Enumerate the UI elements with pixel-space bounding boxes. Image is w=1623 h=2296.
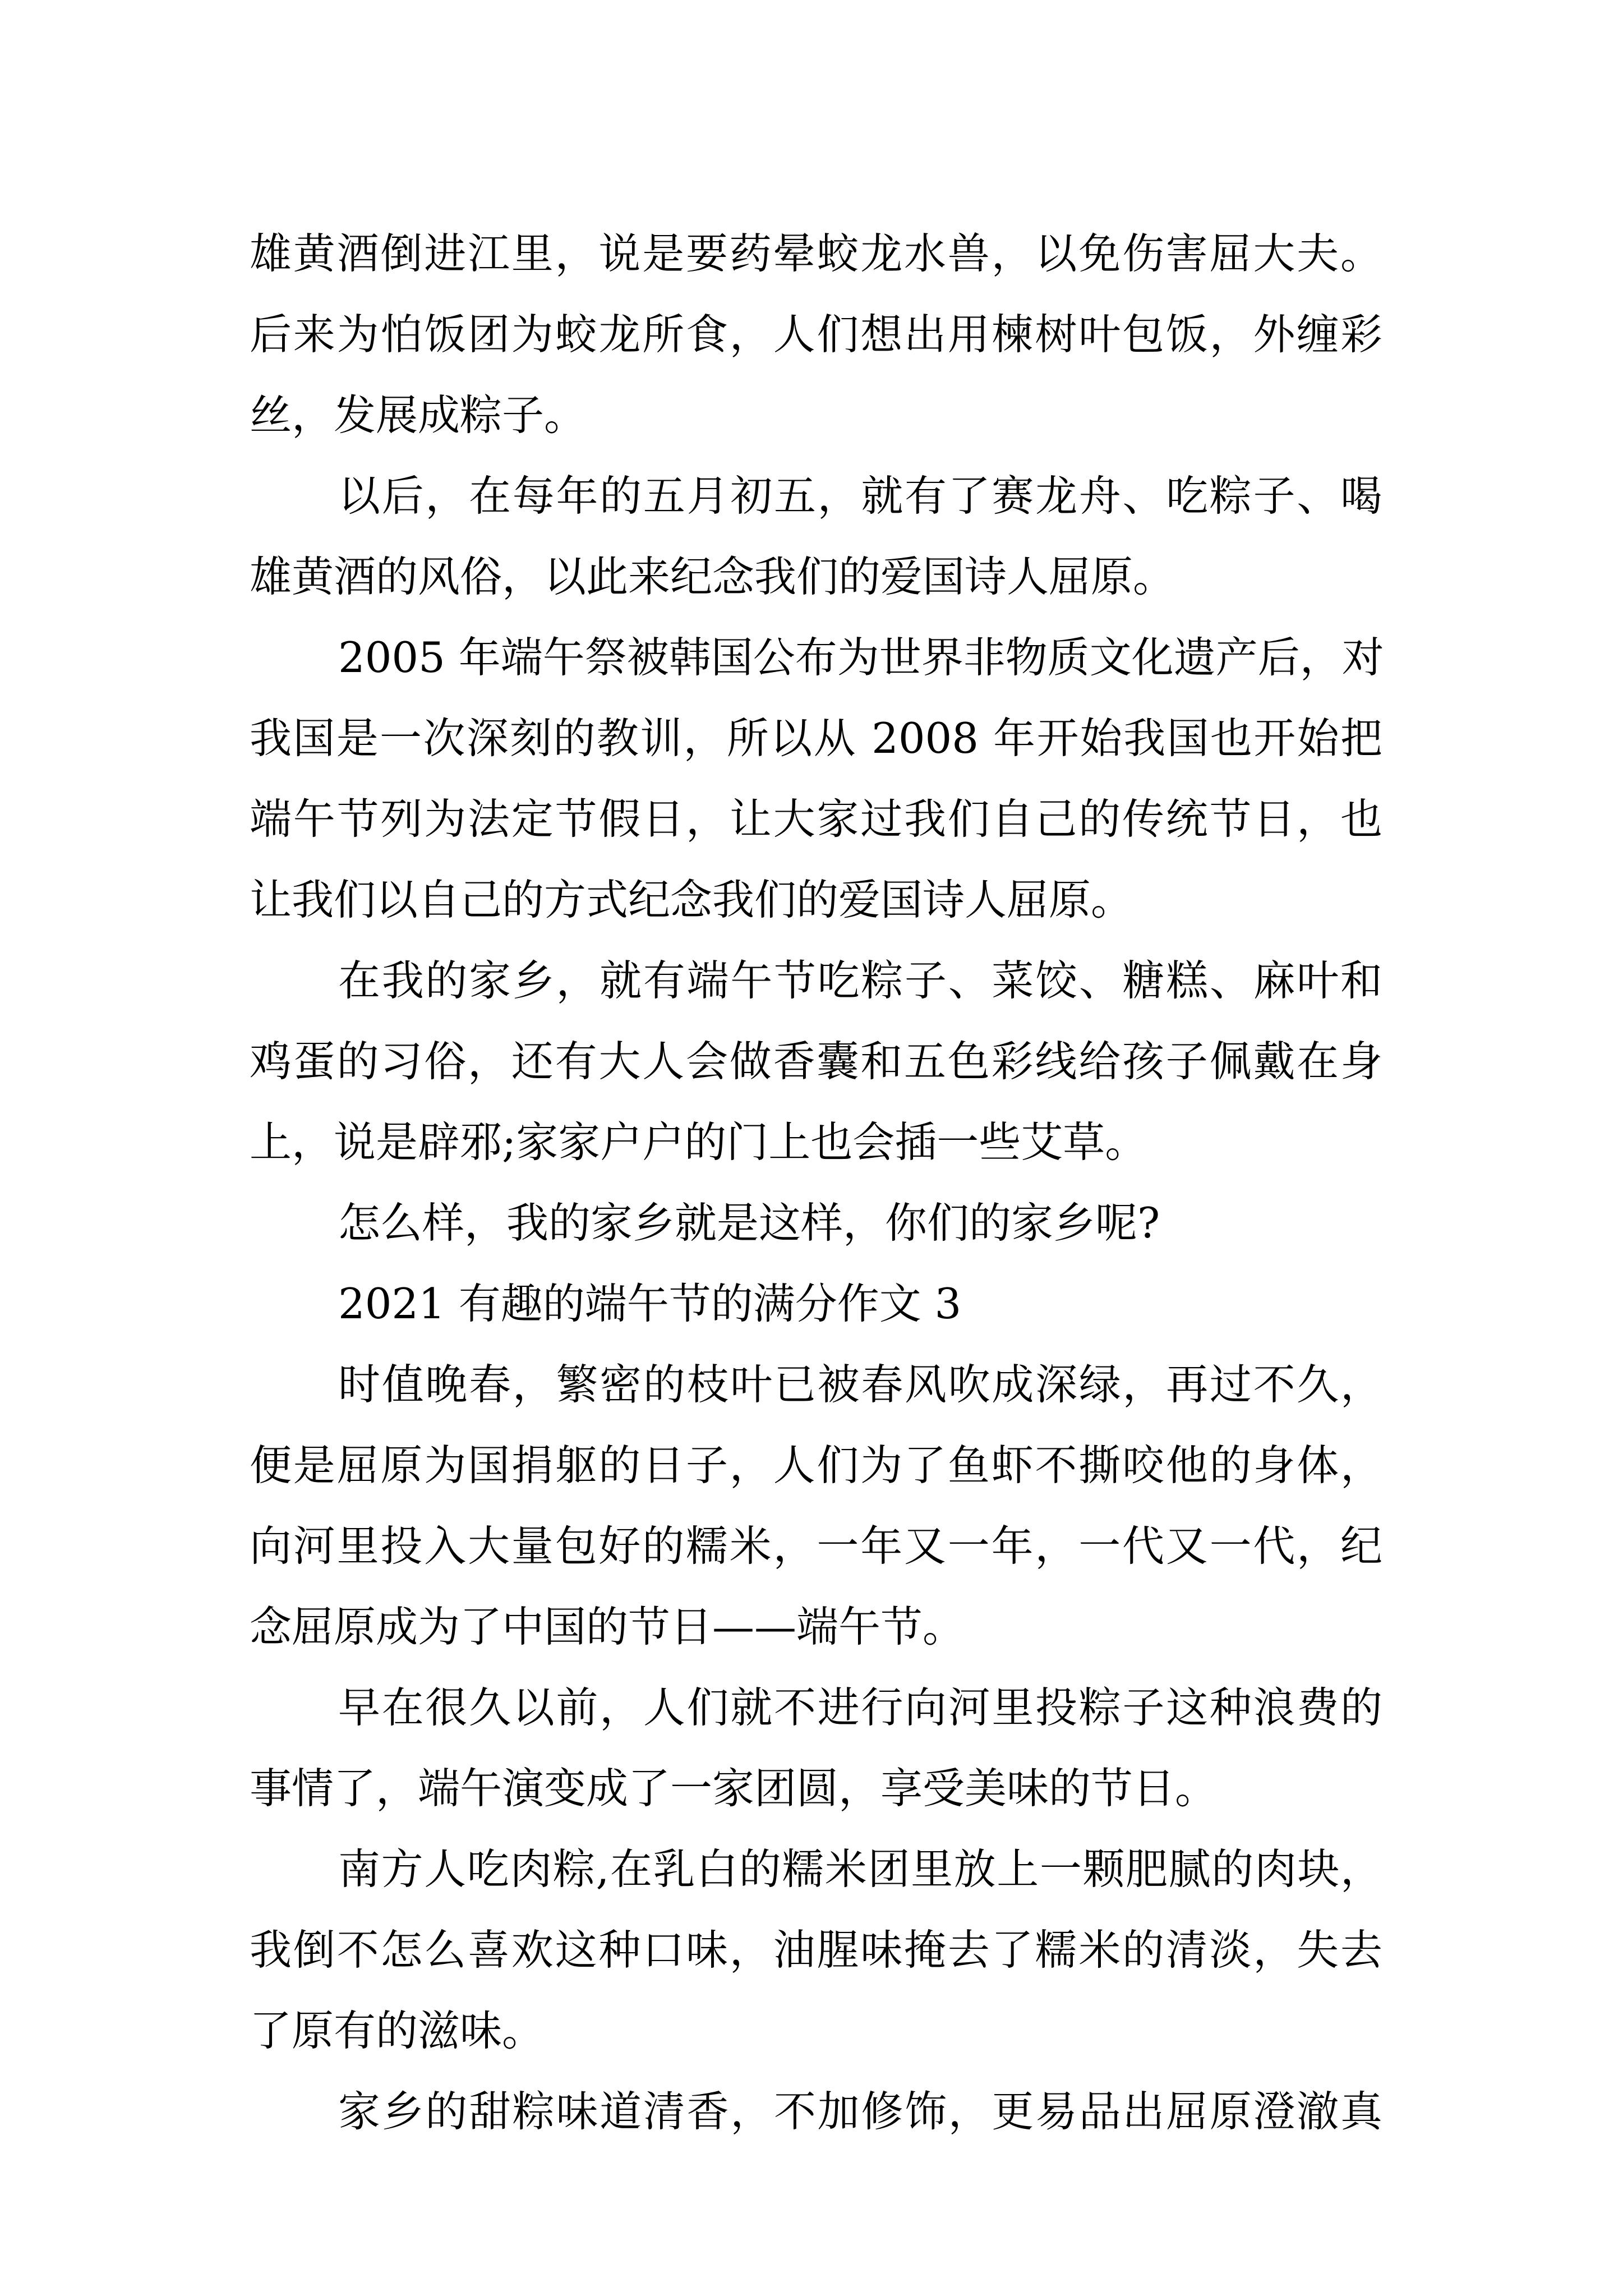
text-line: 事情了，端午演变成了一家团圆，享受美味的节日。 bbox=[250, 1764, 1218, 1813]
section-heading: 2021 有趣的端午节的满分作文 3 bbox=[338, 1279, 962, 1328]
text-line: 丝，发展成粽子。 bbox=[250, 390, 587, 440]
paragraph-start-line: 2005 年端午祭被韩国公布为世界非物质文化遗产后，对 bbox=[338, 633, 1384, 682]
text-line: 鸡蛋的习俗，还有大人会做香囊和五色彩线给孩子佩戴在身 bbox=[250, 1037, 1382, 1086]
paragraph-start-line: 时值晚春，繁密的枝叶已被春风吹成深绿，再过不久， bbox=[338, 1360, 1382, 1409]
document-body bbox=[250, 213, 1382, 2152]
text-line: 了原有的滋味。 bbox=[250, 2006, 545, 2055]
text-line: 向河里投入大量包好的糯米，一年又一年，一代又一代，纪 bbox=[250, 1521, 1382, 1571]
text-line: 我国是一次深刻的教训，所以从 2008 年开始我国也开始把 bbox=[250, 714, 1382, 763]
text-line: 念屈原成为了中国的节日——端午节。 bbox=[250, 1602, 965, 1651]
text-line: 端午节列为法定节假日，让大家过我们自己的传统节日，也 bbox=[250, 794, 1382, 844]
text-line: 上，说是辟邪;家家户户的门上也会插一些艾草。 bbox=[250, 1117, 1147, 1167]
paragraph-start-line: 以后，在每年的五月初五，就有了赛龙舟、吃粽子、喝 bbox=[338, 471, 1382, 521]
text-line: 后来为怕饭团为蛟龙所食，人们想出用楝树叶包饭，外缠彩 bbox=[250, 310, 1382, 359]
paragraph-start-line: 在我的家乡，就有端午节吃粽子、菜饺、糖糕、麻叶和 bbox=[338, 956, 1382, 1005]
text-line: 便是屈原为国捐躯的日子，人们为了鱼虾不撕咬他的身体， bbox=[250, 1441, 1382, 1490]
text-line: 我倒不怎么喜欢这种口味，油腥味掩去了糯米的清淡，失去 bbox=[250, 1925, 1382, 1975]
paragraph-start-line: 怎么样，我的家乡就是这样，你们的家乡呢? bbox=[338, 1198, 1160, 1248]
paragraph-start-line: 家乡的甜粽味道清香，不加修饰，更易品出屈原澄澈真 bbox=[338, 2087, 1382, 2136]
text-line: 让我们以自己的方式纪念我们的爱国诗人屈原。 bbox=[250, 875, 1133, 924]
text-line: 雄黄酒倒进江里，说是要药晕蛟龙水兽，以免伤害屈大夫。 bbox=[250, 229, 1382, 278]
paragraph-start-line: 早在很久以前，人们就不进行向河里投粽子这种浪费的 bbox=[338, 1683, 1382, 1732]
text-line: 雄黄酒的风俗，以此来纪念我们的爱国诗人屈原。 bbox=[250, 552, 1175, 601]
paragraph-start-line: 南方人吃肉粽,在乳白的糯米团里放上一颗肥腻的肉块， bbox=[338, 1844, 1382, 1894]
